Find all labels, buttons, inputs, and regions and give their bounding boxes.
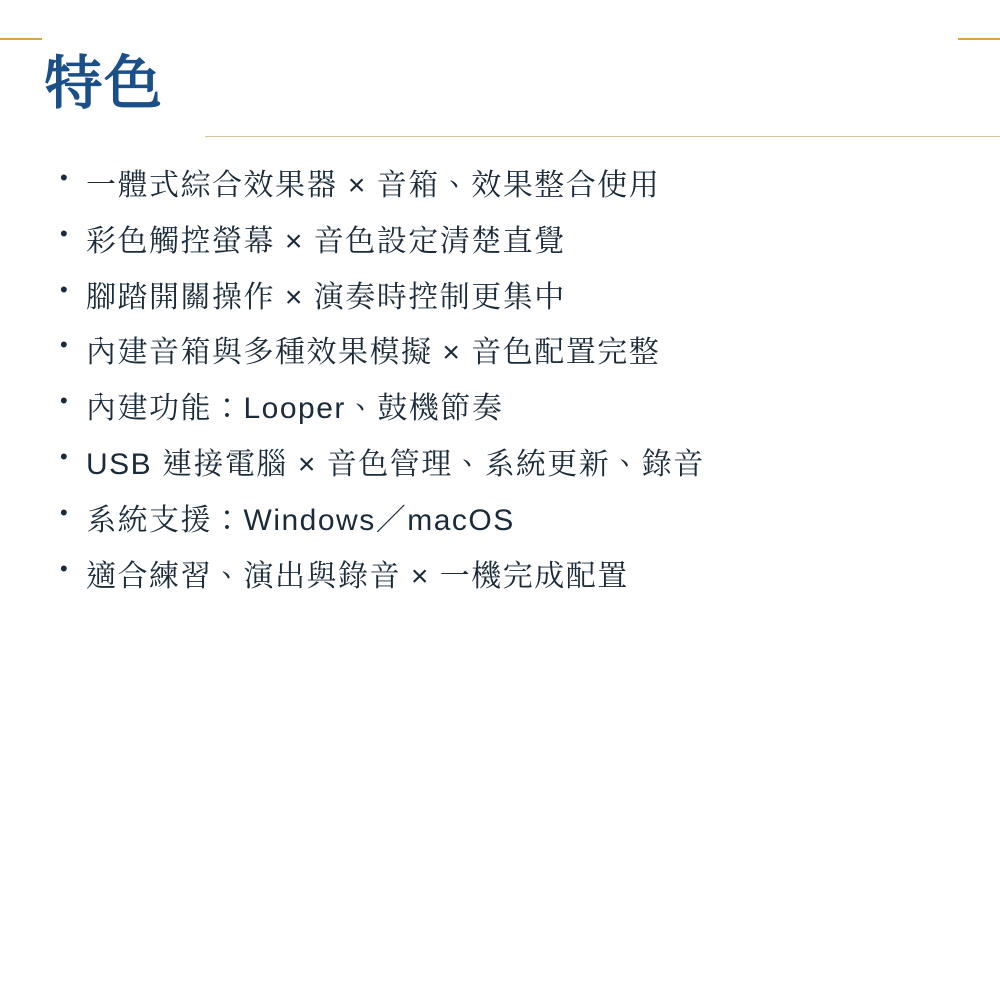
bullet-dot-icon: • <box>60 165 70 190</box>
list-item-label: 內建音箱與多種效果模擬 × 音色配置完整 <box>86 336 661 370</box>
list-item-label: 腳踏開關操作 × 演奏時控制更集中 <box>86 280 566 314</box>
list-item <box>60 158 960 214</box>
bullet-dot-icon: • <box>60 555 70 581</box>
feature-list <box>60 158 960 604</box>
bullet-dot-icon: • <box>60 220 70 246</box>
list-item-label: 適合練習、演出與錄音 × 一機完成配置 <box>86 559 629 593</box>
title-underline-rule <box>205 136 1000 137</box>
list-item <box>60 325 960 381</box>
bullet-dot-icon: • <box>60 388 70 414</box>
bullet-dot-icon: • <box>60 332 70 358</box>
list-item-label: 一體式綜合效果器 × 音箱、效果整合使用 <box>86 169 661 202</box>
accent-rule-top-left <box>0 38 42 40</box>
list-item-label: 彩色觸控螢幕 × 音色設定清楚直覺 <box>86 224 566 258</box>
bullet-dot-icon: • <box>60 443 70 469</box>
list-item <box>60 214 960 270</box>
accent-rule-top-right <box>958 38 1000 40</box>
page-title: 特色 <box>44 51 165 116</box>
list-item <box>60 493 960 549</box>
list-item <box>60 437 960 493</box>
list-item-label: 內建功能：Looper、鼓機節奏 <box>86 392 504 426</box>
list-item-label: 系統支援：Windows／macOS <box>86 503 515 537</box>
list-item <box>60 381 960 437</box>
bullet-dot-icon: • <box>60 499 70 525</box>
list-item <box>60 270 960 326</box>
bullet-dot-icon: • <box>60 276 70 302</box>
list-item-label: USB 連接電腦 × 音色管理、系統更新、錄音 <box>86 447 705 481</box>
list-item <box>60 549 960 605</box>
